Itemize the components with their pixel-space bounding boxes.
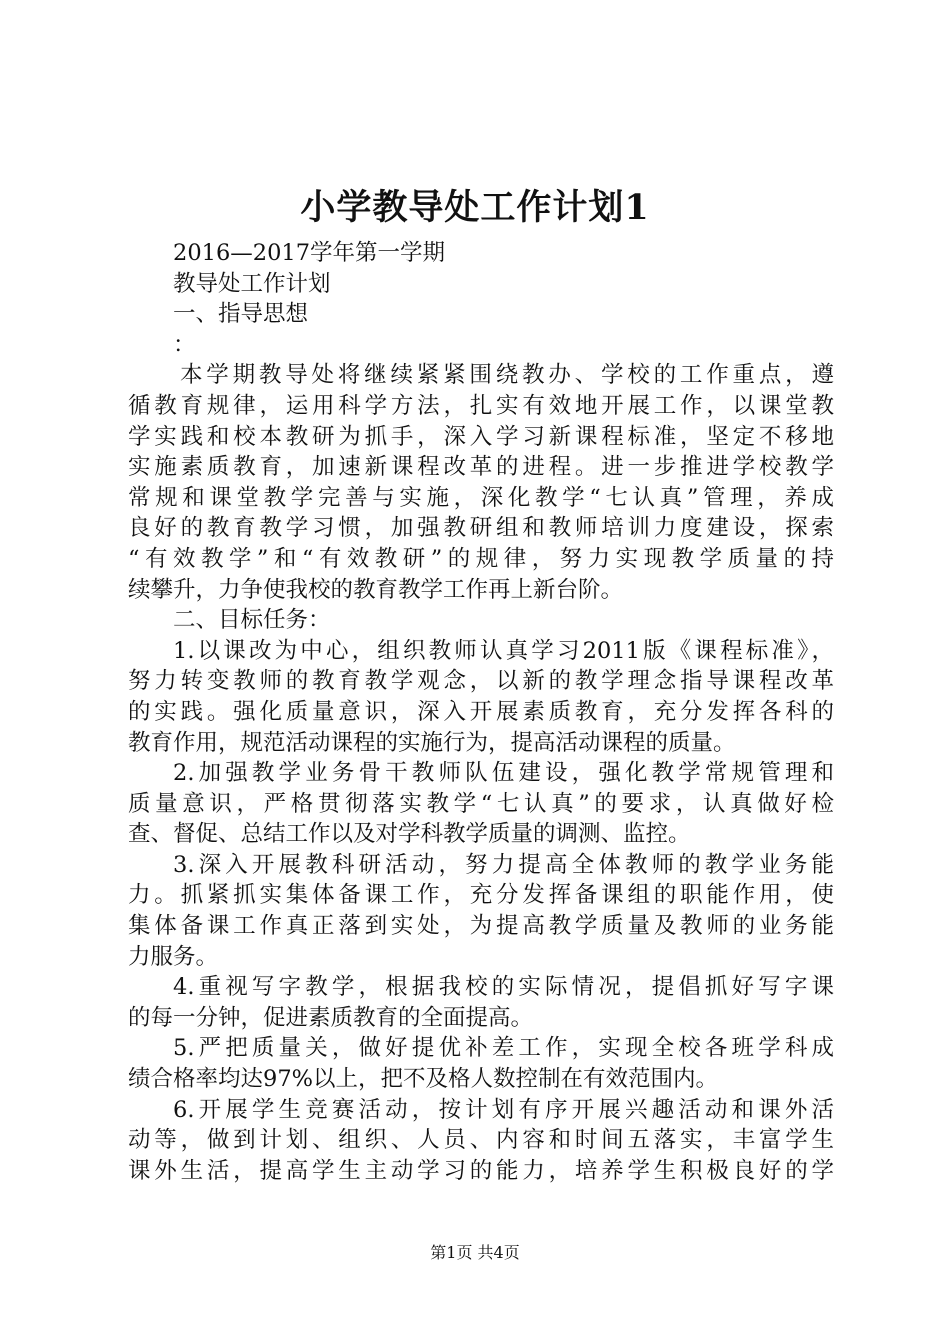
paragraph-line: 努力转变教师的教育教学观念，以新的教学理念指导课程改革 bbox=[128, 668, 834, 695]
paragraph-line: 续攀升，力争使我校的教育教学工作再上新台阶。 bbox=[128, 576, 624, 603]
paragraph-line: 5.严把质量关，做好提优补差工作，实现全校各班学科成 bbox=[173, 1035, 834, 1062]
paragraph-line: 力服务。 bbox=[128, 943, 219, 970]
term-line: 2016—2017学年第一学期 bbox=[173, 240, 446, 266]
document-body bbox=[128, 238, 834, 1186]
list-item bbox=[128, 850, 834, 972]
paragraph-line: 的每一分钟，促进素质教育的全面提高。 bbox=[128, 1004, 534, 1031]
paragraph-line: 查、督促、总结工作以及对学科教学质量的调测、监控。 bbox=[128, 821, 691, 848]
paragraph-line: 力。抓紧抓实集体备课工作，充分发挥备课组的职能作用，使 bbox=[128, 882, 834, 909]
paragraph-line: 课外生活，提高学生主动学习的能力，培养学生积极良好的学 bbox=[128, 1157, 834, 1184]
paragraph-line: 2.加强教学业务骨干教师队伍建设，强化教学常规管理和 bbox=[173, 760, 834, 787]
list-item bbox=[128, 758, 834, 850]
list-item bbox=[128, 636, 834, 758]
document-title: 小学教导处工作计划1 bbox=[300, 187, 650, 228]
paragraph-line: 良好的教育教学习惯，加强教研组和教师培训力度建设，探索 bbox=[128, 515, 834, 542]
paragraph-line: 常规和课堂教学完善与实施，深化教学“七认真”管理，养成 bbox=[128, 484, 834, 511]
page-footer: 第1页 共4页 bbox=[430, 1243, 520, 1262]
colon-line: ： bbox=[173, 331, 196, 358]
paragraph-line: 本学期教导处将继续紧紧围绕教办、学校的工作重点，遵 bbox=[180, 362, 834, 389]
paragraph-line: 循教育规律，运用科学方法，扎实有效地开展工作，以课堂教 bbox=[128, 392, 834, 419]
section-heading-2: 二、目标任务： bbox=[173, 607, 331, 634]
list-item bbox=[128, 972, 834, 1033]
paragraph-line: 绩合格率均达97%以上，把不及格人数控制在有效范围内。 bbox=[128, 1066, 719, 1093]
section-heading-1: 一、指导思想 bbox=[173, 301, 309, 328]
paragraph-guiding-idea bbox=[128, 360, 834, 605]
paragraph-line: “有效教学”和“有效教研”的规律，努力实现教学质量的持 bbox=[128, 545, 834, 572]
paragraph-line: 6.开展学生竞赛活动，按计划有序开展兴趣活动和课外活 bbox=[173, 1096, 834, 1123]
paragraph-line: 集体备课工作真正落到实处，为提高教学质量及教师的业务能 bbox=[128, 913, 834, 940]
list-item bbox=[128, 1095, 834, 1187]
paragraph-line: 质量意识，严格贯彻落实教学“七认真”的要求，认真做好检 bbox=[128, 790, 834, 817]
paragraph-line: 动等，做到计划、组织、人员、内容和时间五落实，丰富学生 bbox=[128, 1127, 834, 1154]
paragraph-line: 3.深入开展教科研活动，努力提高全体教师的教学业务能 bbox=[173, 851, 834, 878]
paragraph-line: 1.以课改为中心，组织教师认真学习2011版《课程标准》， bbox=[173, 637, 834, 664]
paragraph-line: 教育作用，规范活动课程的实施行为，提高活动课程的质量。 bbox=[128, 729, 736, 756]
paragraph-line: 实施素质教育，加速新课程改革的进程。进一步推进学校教学 bbox=[128, 454, 834, 481]
paragraph-line: 的实践。强化质量意识，深入开展素质教育，充分发挥各科的 bbox=[128, 698, 834, 725]
list-item bbox=[128, 1033, 834, 1094]
paragraph-line: 学实践和校本教研为抓手，深入学习新课程标准，坚定不移地 bbox=[128, 423, 834, 450]
paragraph-line: 4.重视写字教学，根据我校的实际情况，提倡抓好写字课 bbox=[173, 974, 834, 1001]
subtitle-line: 教导处工作计划 bbox=[173, 270, 331, 297]
